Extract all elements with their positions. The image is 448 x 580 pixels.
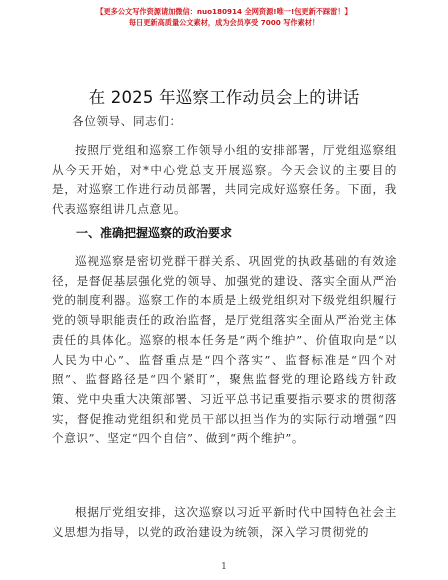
salutation: 各位领导、同志们： bbox=[72, 114, 182, 128]
paragraph: 巡视巡察是密切党群干群关系、巩固党的执政基础的有效途径，是督促基层强化党的领导、加强党的建设、落实全面从严治党的制度利器。巡察工作的本质是上级党组织对下级党组织履行党的领导职能责任的政治监督，是厅党组落实全面从严治党主体责任的具体化。巡察的根本任务是“两个维护”、价值取向是“以人民为中心”、监督重点是“四个落实”、监督标准是“四个对照”、监督路径是“四个紧盯”，聚焦监督党的理论路线方针政策、党中央重大决策部署、习近平总书记重要指示要求的贯彻落实，督促推动党组织和党员干部以担当作为的实际行动增强“四个意识”、坚定“四个自信”、做到“两个维护”。 bbox=[52, 254, 397, 446]
ad-banner bbox=[0, 6, 448, 28]
ad-banner-line1: 【更多公文写作资源请加微信：nuo180914 全网资源!唯一!包更新不踩雷！】 bbox=[96, 7, 352, 16]
paragraph: 根据厅党组安排，这次巡察以习近平新时代中国特色社会主义思想为指导，以党的政治建设为统领，深入学习贯彻党的 bbox=[52, 505, 397, 539]
document-title: 在 2025 年巡察工作动员会上的讲话 bbox=[88, 88, 360, 107]
section-heading: 一、准确把握巡察的政治要求 bbox=[76, 226, 233, 240]
page-number: 1 bbox=[221, 562, 227, 572]
ad-banner-line2: 每日更新高质量公文素材，成为会员享受 7000 写作素材！ bbox=[128, 18, 320, 27]
paragraph: 按照厅党组和巡察工作领导小组的安排部署，厅党组巡察组从今天开始，对*中心党总支开展巡察。今天会议的主要目的是，对巡察工作进行动员部署，共同完成好巡察任务。下面，我代表巡察组讲几点意见。 bbox=[52, 143, 397, 217]
